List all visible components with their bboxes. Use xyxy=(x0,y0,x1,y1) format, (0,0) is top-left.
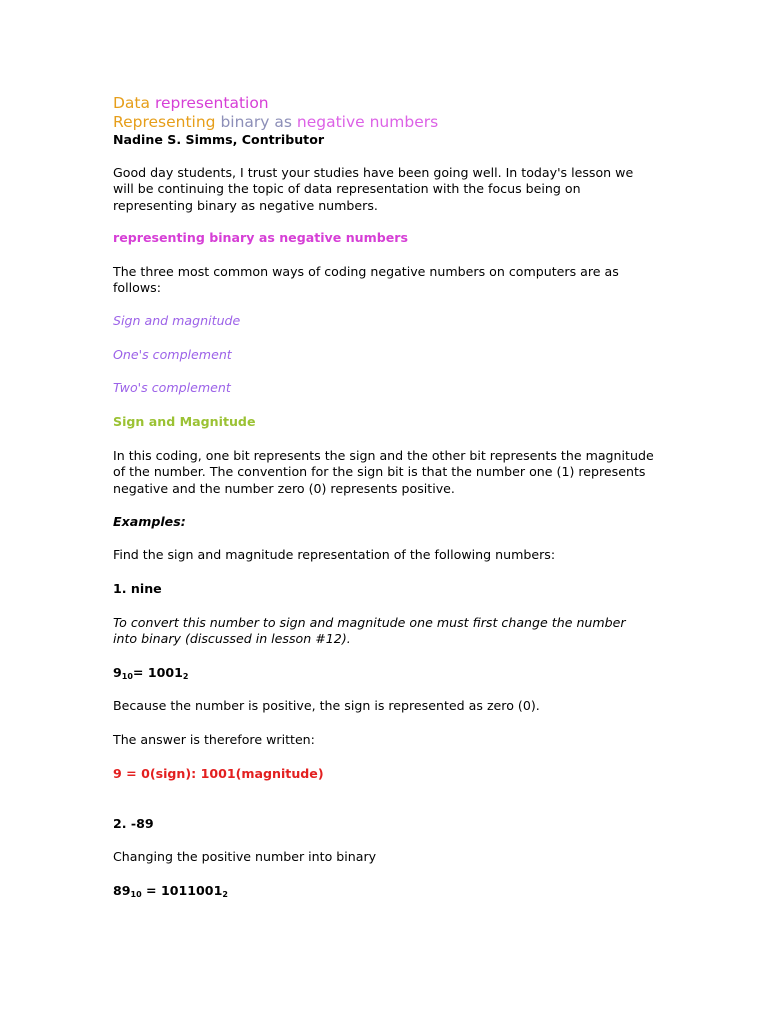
example2-step: Changing the positive number into binary xyxy=(113,849,377,864)
example2-eq-left-sub: 10 xyxy=(130,890,142,899)
subtitle-word-representing: Representing xyxy=(113,113,216,131)
title-word-data: Data xyxy=(113,94,151,112)
method-description: In this coding, one bit represents the sign and the other bit represents the magnitude of the number. The convention for the sign bit is that the number one (1) represents negative and the number zero (0) represents positive. xyxy=(113,448,654,496)
example1-reason: Because the number is positive, the sign is represented as zero (0). xyxy=(113,698,540,713)
list-intro-paragraph: The three most common ways of coding negative numbers on computers are as follows: xyxy=(113,264,619,296)
example2-equation xyxy=(113,883,228,899)
example1-eq-left: 9 xyxy=(113,665,122,680)
example1-answer: 9 = 0(sign): 1001(magnitude) xyxy=(113,766,324,781)
example2-eq-mid: = 1011001 xyxy=(141,883,223,898)
method-sign-magnitude: Sign and magnitude xyxy=(113,313,241,328)
example2-eq-right-sub: 2 xyxy=(222,890,228,899)
example1-equation xyxy=(113,665,188,681)
example1-heading: 1. nine xyxy=(113,581,162,596)
section-heading: representing binary as negative numbers xyxy=(113,230,409,245)
document-title xyxy=(113,94,269,112)
examples-prompt: Find the sign and magnitude representation of the following numbers: xyxy=(113,547,556,562)
examples-label: Examples: xyxy=(113,514,186,529)
intro-paragraph: Good day students, I trust your studies have been going well. In today's lesson we will be continuing the topic of data representation with the focus being on representing binary as negative numbers. xyxy=(113,165,634,213)
example1-eq-mid: = 1001 xyxy=(132,665,183,680)
example1-eq-right-sub: 2 xyxy=(182,672,189,681)
method-twos-complement: Two's complement xyxy=(113,380,231,395)
author-line: Nadine S. Simms, Contributor xyxy=(113,132,325,147)
example1-eq-left-sub: 10 xyxy=(121,672,133,681)
subtitle-words-negative-numbers: negative numbers xyxy=(296,113,439,131)
method-ones-complement: One's complement xyxy=(113,347,232,362)
title-word-representation: representation xyxy=(154,94,269,112)
example2-eq-left: 89 xyxy=(113,883,131,898)
example2-heading: 2. -89 xyxy=(113,816,154,831)
example1-note: To convert this number to sign and magnitude one must first change the number into binary (discussed in lesson #12). xyxy=(113,615,626,647)
answer-intro: The answer is therefore written: xyxy=(113,732,315,747)
document-subtitle xyxy=(113,113,438,131)
subtitle-words-binary-as: binary as xyxy=(220,113,292,131)
method-heading: Sign and Magnitude xyxy=(113,414,256,429)
